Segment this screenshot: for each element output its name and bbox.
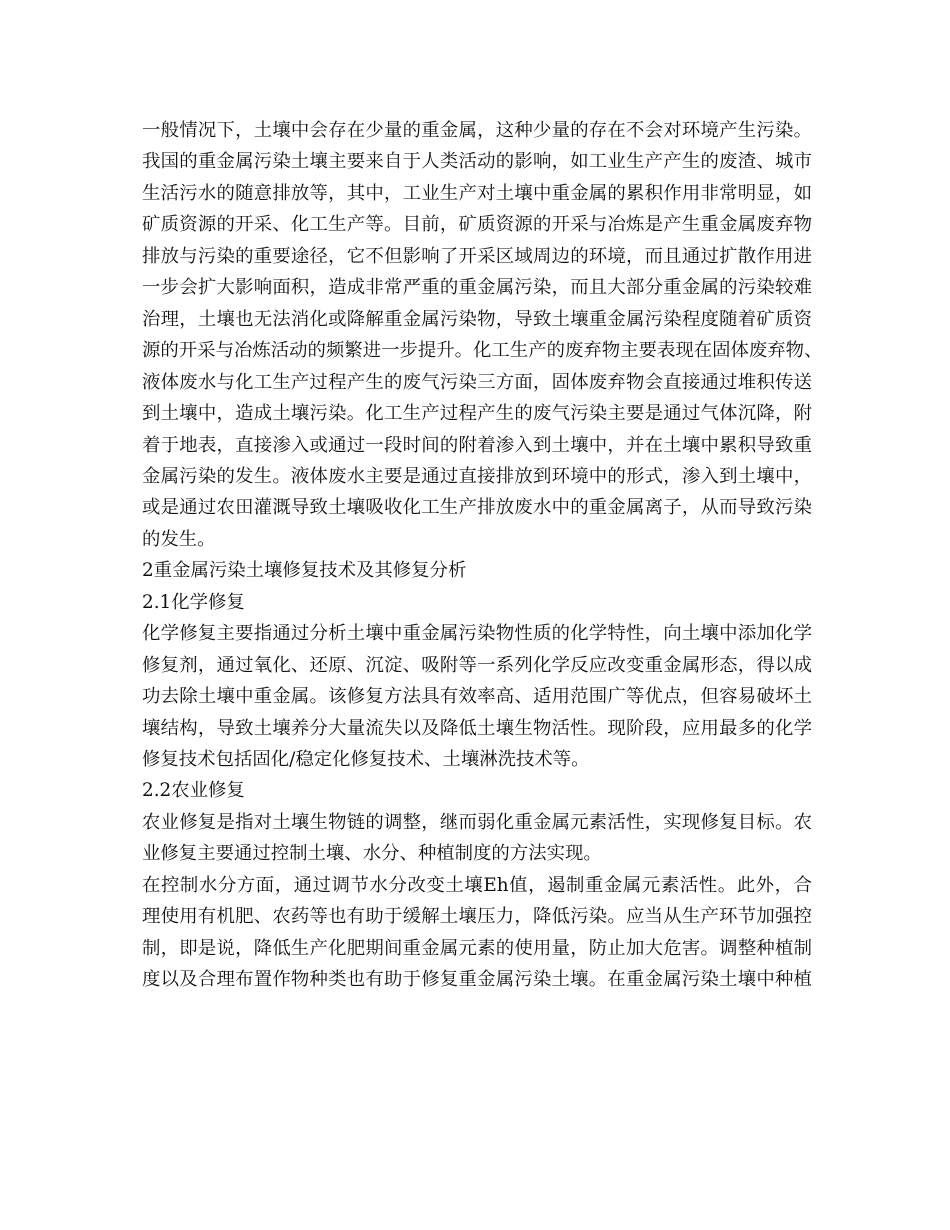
text-line: 功去除土壤中重金属。该修复方法具有效率高、适用范围广等优点，但容易破坏土 [142,686,812,708]
text-line: 金属污染的发生。液体废水主要是通过直接排放到环境中的形式，渗入到土壤中， [142,465,812,487]
text-line: 到土壤中，造成土壤污染。化工生产过程产生的废气污染主要是通过气体沉降，附 [142,403,812,425]
text-line: 源的开采与冶炼活动的频繁进一步提升。化工生产的废弃物主要表现在固体废弃物、 [142,340,823,362]
text-line: 理使用有机肥、农药等也有助于缓解土壤压力，降低污染。应当从生产环节加强控 [142,906,812,928]
text-line: 化学修复主要指通过分析土壤中重金属污染物性质的化学特性，向土壤中添加化学 [142,623,812,645]
text-line: 着于地表，直接渗入或通过一段时间的附着渗入到土壤中，并在土壤中累积导致重 [142,434,812,456]
text-line: 液体废水与化工生产过程产生的废气污染三方面，固体废弃物会直接通过堆积传送 [142,371,812,393]
text-line: 业修复主要通过控制土壤、水分、种植制度的方法实现。 [142,843,602,865]
text-line: 的发生。 [142,528,216,550]
text-line: 壤结构，导致土壤养分大量流失以及降低土壤生物活性。现阶段，应用最多的化学 [142,717,812,739]
text-line: 在控制水分方面，通过调节水分改变土壤Eh值，遏制重金属元素活性。此外，合 [142,874,812,896]
text-line: 一步会扩大影响面积，造成非常严重的重金属污染，而且大部分重金属的污染较难 [142,277,812,299]
text-line: 农业修复是指对土壤生物链的调整，继而弱化重金属元素活性，实现修复目标。农 [142,811,812,833]
text-line: 生活污水的随意排放等，其中，工业生产对土壤中重金属的累积作用非常明显，如 [142,182,812,204]
text-line: 2重金属污染土壤修复技术及其修复分析 [142,560,467,582]
text-line: 排放与污染的重要途径，它不但影响了开采区域周边的环境，而且通过扩散作用进 [142,245,812,267]
text-line: 治理，土壤也无法消化或降解重金属污染物，导致土壤重金属污染程度随着矿质资 [142,308,812,330]
text-line: 或是通过农田灌溉导致土壤吸收化工生产排放废水中的重金属离子，从而导致污染 [142,497,812,519]
text-line: 矿质资源的开采、化工生产等。目前，矿质资源的开采与冶炼是产生重金属废弃物 [142,214,812,236]
text-line: 度以及合理布置作物种类也有助于修复重金属污染土壤。在重金属污染土壤中种植 [142,969,812,991]
text-line: 一般情况下，土壤中会存在少量的重金属，这种少量的存在不会对环境产生污染。 [142,120,812,141]
text-line: 2.2农业修复 [142,780,245,802]
text-line: 制，即是说，降低生产化肥期间重金属元素的使用量，防止加大危害。调整种植制 [142,937,812,959]
text-line: 2.1化学修复 [142,591,245,613]
text-line: 我国的重金属污染土壤主要来自于人类活动的影响，如工业生产产生的废渣、城市 [142,151,812,173]
text-line: 修复技术包括固化/稳定化修复技术、土壤淋洗技术等。 [142,749,590,770]
text-line: 修复剂，通过氧化、还原、沉淀、吸附等一系列化学反应改变重金属形态，得以成 [142,654,812,676]
